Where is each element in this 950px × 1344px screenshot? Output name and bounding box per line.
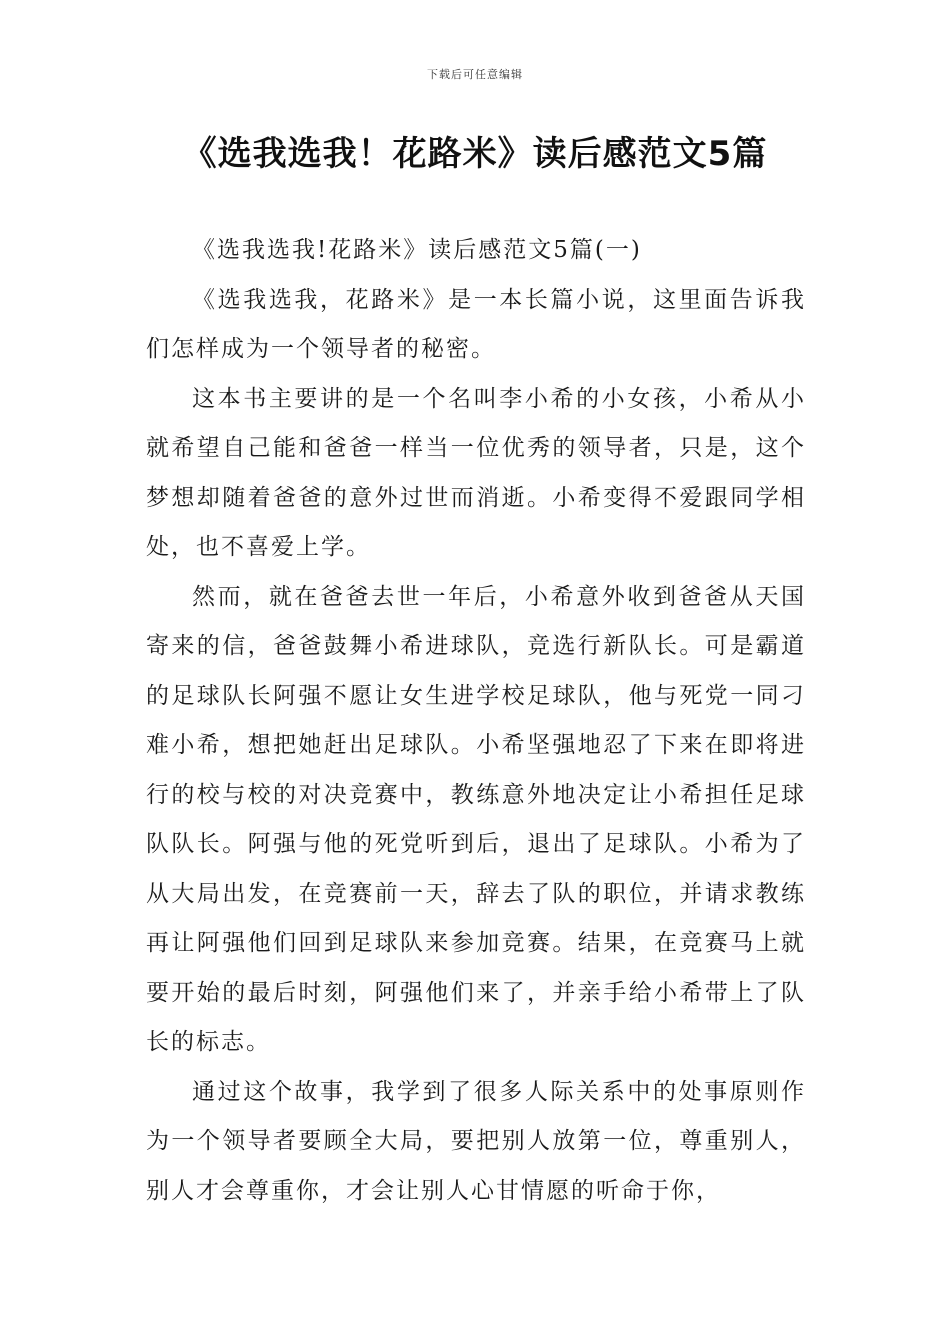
body-paragraph: 通过这个故事，我学到了很多人际关系中的处事原则作为一个领导者要顾全大局，要把别人放第一位，尊重别人，别人才会尊重你，才会让别人心甘情愿的听命于你， bbox=[146, 1078, 806, 1204]
section-heading: 《选我选我!花路米》读后感范文5篇(一) bbox=[192, 237, 642, 263]
body-paragraph: 《选我选我，花路米》是一本长篇小说，这里面告诉我们怎样成为一个领导者的秘密。 bbox=[146, 286, 806, 362]
page-header-note: 下载后可任意编辑 bbox=[427, 68, 523, 81]
document-body bbox=[146, 226, 806, 1216]
body-paragraph: 这本书主要讲的是一个名叫李小希的小女孩，小希从小就希望自己能和爸爸一样当一位优秀的领导者，只是，这个梦想却随着爸爸的意外过世而消逝。小希变得不爱跟同学相处，也不喜爱上学。 bbox=[146, 385, 806, 560]
document-title: 《选我选我！花路米》读后感范文5篇 bbox=[182, 134, 768, 174]
body-paragraph: 然而，就在爸爸去世一年后，小希意外收到爸爸从天国寄来的信，爸爸鼓舞小希进球队，竞选行新队长。可是霸道的足球队长阿强不愿让女生进学校足球队，他与死党一同刁难小希，想把她赶出足球队。小希坚强地忍了下来在即将进行的校与校的对决竞赛中，教练意外地决定让小希担任足球队队长。阿强与他的死党听到后，退出了足球队。小希为了从大局出发，在竞赛前一天，辞去了队的职位，并请求教练再让阿强他们回到足球队来参加竞赛。结果，在竞赛马上就要开始的最后时刻，阿强他们来了，并亲手给小希带上了队长的标志。 bbox=[146, 583, 806, 1055]
